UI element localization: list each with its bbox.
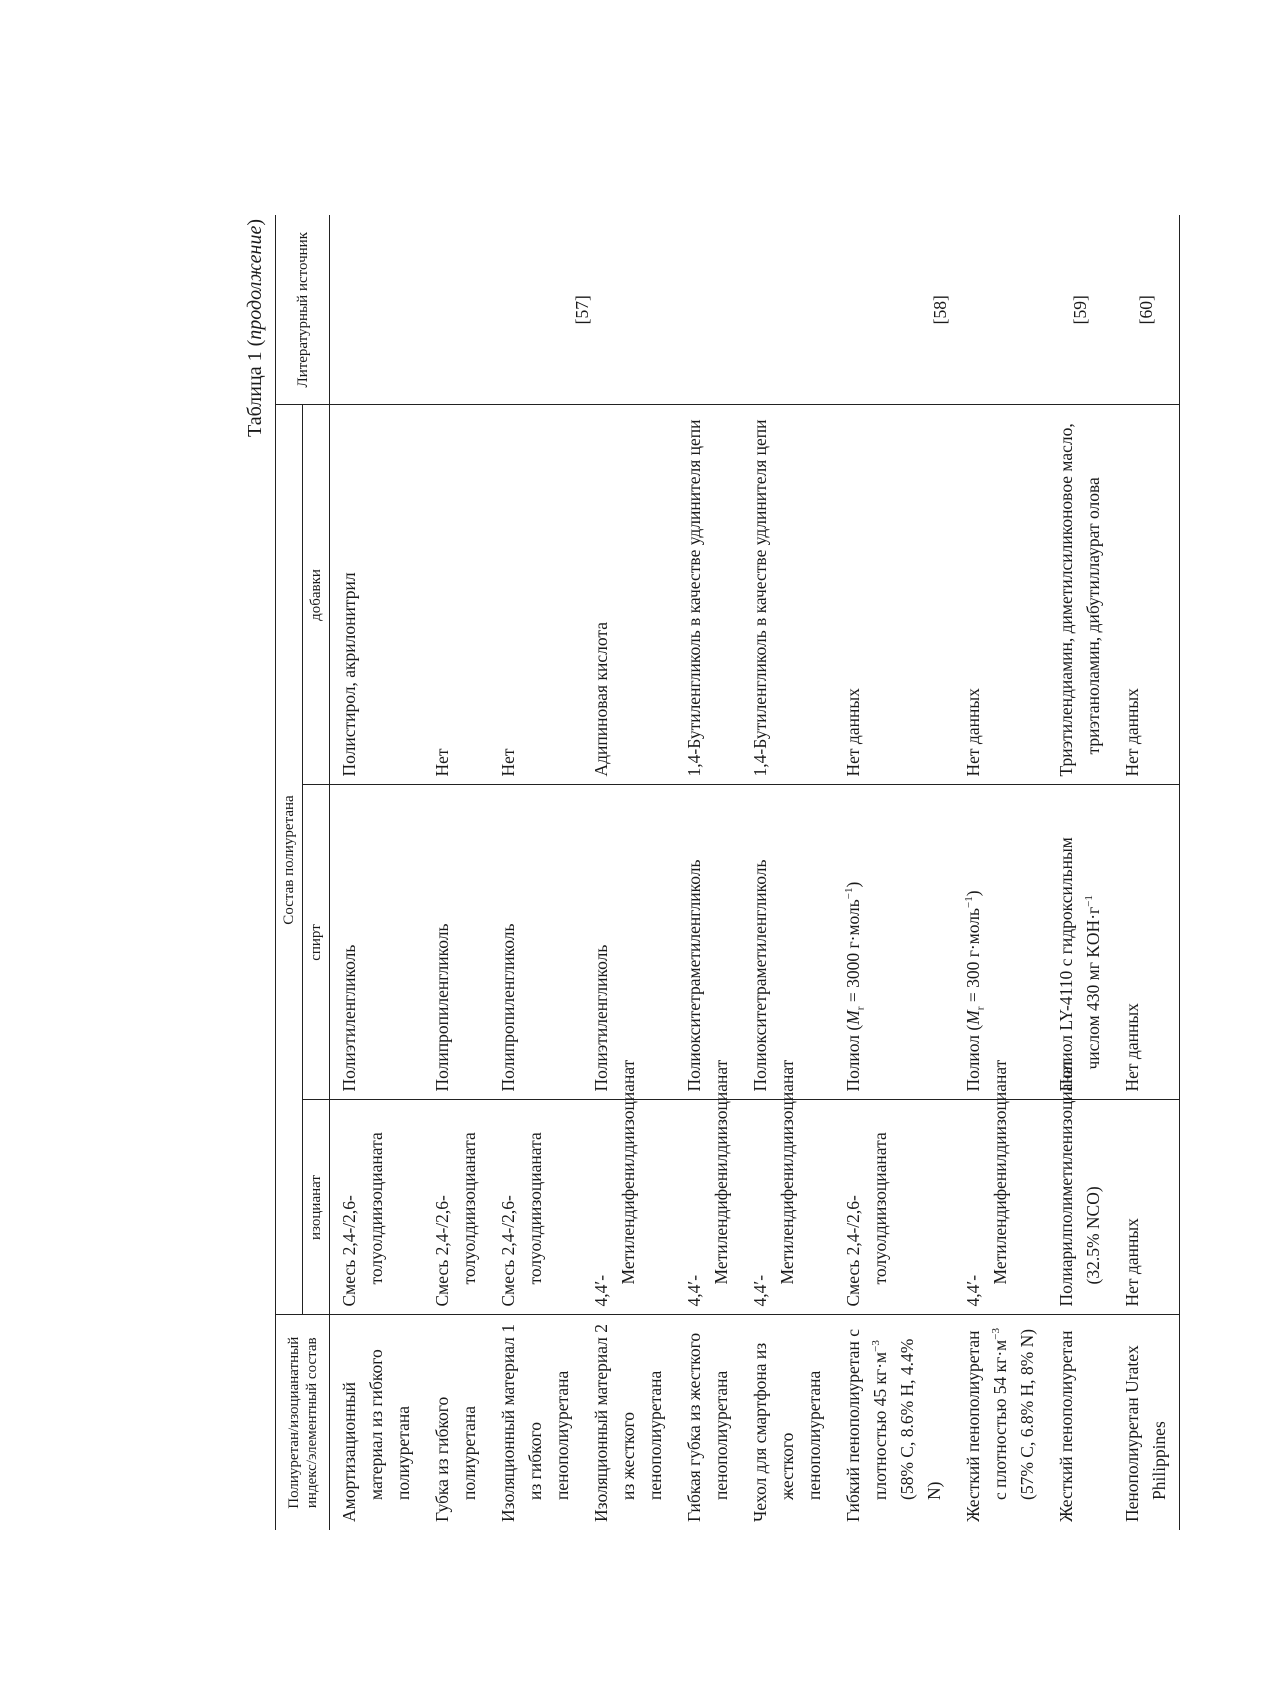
cell-material: Амортизационный материал из гибкого полиуретана (339, 1349, 413, 1522)
cell-isocyanate: Смесь 2,4-/2,6-толуолдиизоцианата (330, 1100, 424, 1315)
cell-material (954, 1315, 1047, 1530)
cell-isocyanate: Смесь 2,4-/2,6-толуолдиизоцианата (489, 1100, 582, 1315)
table-row (1113, 215, 1180, 1530)
header-alcohol: спирт (303, 785, 330, 1100)
cell-material: Жесткий пенополиуретан (1056, 1330, 1076, 1522)
unit-exponent: −1 (963, 896, 976, 908)
header-reference: Литературный источник (276, 215, 330, 405)
header-material: Полиуретан/изоцианатный индекс/элементный состав (276, 1315, 330, 1530)
cell-reference: [60] (1113, 215, 1180, 405)
cell-material (834, 1315, 954, 1530)
molar-mass-symbol: M (843, 1010, 863, 1025)
header-composition: Состав полиуретана (276, 405, 303, 1315)
cell-alcohol: Полиокситетраметиленгликоль (675, 785, 741, 1100)
table-row (1047, 215, 1113, 1530)
unit-exponent: −1 (843, 887, 856, 900)
cell-additives: 1,4-Бутиленгликоль в качестве удлинителя цепи (675, 405, 741, 785)
table-row (741, 215, 834, 1530)
alcohol-text: Полиол ( (843, 1024, 863, 1092)
caption-text: Таблица 1 ( (244, 339, 266, 437)
caption-italic: продолжение (244, 225, 266, 340)
cell-additives: Адипиновая кислота (582, 405, 675, 785)
cell-material: Пенополиуретан Uratex Philippines (1113, 1315, 1180, 1530)
material-text: Жесткий пенополиуретан с плотностью 54 кг·м (963, 1330, 1010, 1522)
cell-alcohol (1047, 785, 1113, 1100)
cell-material: Изоляционный материал 1 из гибкого пенополиуретана (498, 1323, 572, 1522)
rotated-table-page (235, 215, 1205, 1530)
cell-alcohol: Полиэтиленгликоль (582, 785, 675, 1100)
material-composition: (57% C, 6.8% H, 8% N) (1017, 1328, 1037, 1500)
header-additives: добавки (303, 405, 330, 785)
cell-material: Изоляционный материал 2 из жесткого пенополиуретана (591, 1323, 665, 1522)
molar-mass-value: = 300 г·моль (963, 907, 983, 1007)
table-row (675, 215, 741, 1530)
cell-additives: Нет данных (834, 405, 954, 785)
cell-alcohol: Полипропиленгликоль (423, 785, 489, 1100)
cell-reference: [57] (330, 215, 835, 405)
cell-isocyanate: 4,4′-Метилендифенилдиизоцианат (582, 1100, 675, 1315)
cell-additives: Нет (423, 405, 489, 785)
table-row (423, 215, 489, 1530)
unit-exponent: −3 (990, 1328, 1003, 1340)
cell-isocyanate: 4,4′-Метилендифенилдиизоцианат (675, 1100, 741, 1315)
unit-exponent: −1 (1083, 895, 1096, 907)
cell-isocyanate: Нет данных (1113, 1100, 1180, 1315)
unit-exponent: −3 (870, 1340, 883, 1352)
cell-additives: Нет данных (1113, 405, 1180, 785)
table-row (954, 215, 1047, 1530)
header-isocyanate: изоцианат (303, 1100, 330, 1315)
cell-alcohol (954, 785, 1047, 1100)
cell-isocyanate: Смесь 2,4-/2,6-толуолдиизоцианата (423, 1100, 489, 1315)
caption-close: ) (244, 219, 266, 226)
cell-reference: [58] (834, 215, 1047, 405)
cell-material: Губка из гибкого полиуретана (432, 1396, 479, 1522)
table-row (330, 215, 424, 1530)
cell-alcohol: Полиокситетраметиленгликоль (741, 785, 834, 1100)
material-composition: (58% C, 8.6% H, 4.4% N) (897, 1338, 944, 1500)
cell-material: Гибкая губка из жесткого пенополиуретана (684, 1332, 731, 1522)
table-row (834, 215, 954, 1530)
cell-isocyanate: 4,4′-Метилендифенилдиизоцианат (954, 1100, 1047, 1315)
cell-alcohol: Полипропиленгликоль (489, 785, 582, 1100)
cell-additives: Нет данных (954, 405, 1047, 785)
molar-mass-value: = 3000 г·моль (843, 899, 863, 1007)
cell-additives: Триэтилендиамин, диметилсиликоновое масло, триэтаноламин, дибутиллаурат олова (1047, 405, 1113, 785)
cell-additives: Нет (489, 405, 582, 785)
cell-isocyanate: Смесь 2,4-/2,6-толуолдиизоцианата (834, 1100, 954, 1315)
molar-mass-subscript: r (854, 1006, 867, 1011)
alcohol-text: Полиол ( (963, 1024, 983, 1092)
cell-alcohol: Нет данных (1113, 785, 1180, 1100)
table-caption (235, 215, 275, 1530)
cell-reference: [59] (1047, 215, 1113, 405)
cell-material: Чехол для смартфона из жесткого пенополиуретана (750, 1342, 824, 1522)
alcohol-close: ) (843, 881, 863, 888)
cell-additives: Полистирол, акрилонитрил (330, 405, 424, 785)
cell-isocyanate: 4,4′-Метилендифенилдиизоцианат (741, 1100, 834, 1315)
molar-mass-symbol: M (963, 1010, 983, 1025)
cell-additives: 1,4-Бутиленгликоль в качестве удлинителя цепи (741, 405, 834, 785)
molar-mass-subscript: r (974, 1006, 987, 1011)
table-row (489, 215, 582, 1530)
table-row (582, 215, 675, 1530)
alcohol-text: Полиол LY-4110 с гидроксильным числом 430 мг KOH·г (1056, 837, 1103, 1092)
material-text: Гибкий пенополиуретан с плотностью 45 кг·м (843, 1329, 890, 1522)
alcohol-close: ) (963, 890, 983, 897)
cell-alcohol (834, 785, 954, 1100)
cell-alcohol: Полиэтиленгликоль (330, 785, 424, 1100)
polyurethane-table (275, 215, 1180, 1530)
cell-isocyanate: Полиарилполиметиленизоцианат (32.5% NCO) (1047, 1100, 1113, 1315)
